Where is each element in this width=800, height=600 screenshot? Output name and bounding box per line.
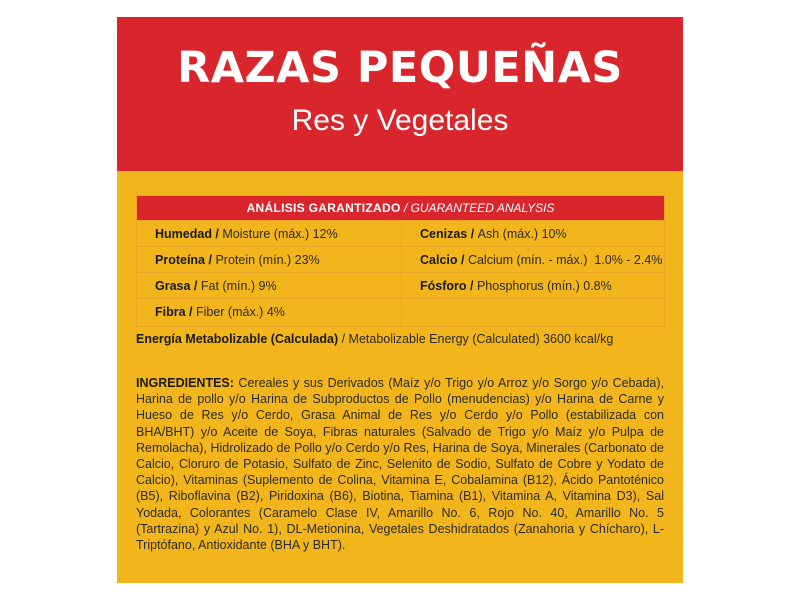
- ingredients-list: [136, 375, 664, 553]
- energy-value: / Metabolizable Energy (Calculated) 3600 kcal/kg: [338, 332, 614, 346]
- ingredients-label: INGREDIENTES:: [136, 376, 234, 390]
- analysis-cell-ash: Cenizas / Ash (máx.) 10%: [420, 227, 567, 241]
- analysis-row: [137, 298, 664, 326]
- analysis-row: [137, 272, 664, 298]
- analysis-cell-protein: Proteína / Protein (mín.) 23%: [155, 253, 320, 267]
- analysis-cell-phosphorus: Fósforo / Phosphorus (mín.) 0.8%: [420, 279, 612, 293]
- metabolizable-energy: [136, 332, 676, 346]
- ingredients-text: Cereales y sus Derivados (Maíz y/o Trigo y/o Arroz y/o Sorgo y/o Cebada), Harina de pollo y/o Harina de Subproductos de Pollo (menudencias) y/o Harina de Carne y Hueso de Res y/o Cerdo, Grasa Animal de Res y/o Cerdo y/o Pollo (estabilizada con BHA/BHT) y/o Aceite de Soya, Fibras naturales (Salvado de Trigo y/o Maíz y/o Pulpa de Remolacha), Hidrolizado de Pollo y/o Cerdo y/o Res, Harina de Soya, Minerales (Carbonato de Calcio, Cloruro de Potasio, Sulfato de Zinc, Selenito de Sodio, Sulfato de Cobre y Yodato de Calcio), Vitaminas (Suplemento de Colina, Vitamina E, Cobalamina (B12), Ácido Pantoténico (B5), Riboflavina (B2), Piridoxina (B6), Biotina, Tiamina (B1), Vitamina A, Vitamina D3), Sal Yodada, Colorantes (Caramelo Clase IV, Amarillo No. 6, Rojo No. 40, Amarillo No. 5 (Tartrazina) y Azul No. 1), DL-Metionina, Vegetales Deshidratados (Zanahoria y Chícharo), L-Triptófano, Antioxidante (BHA y BHT).: [136, 376, 664, 553]
- analysis-row: [137, 246, 664, 272]
- product-title: RAZAS PEQUEÑAS: [177, 43, 623, 93]
- energy-label: Energía Metabolizable (Calculada): [136, 332, 339, 346]
- label-panel: [117, 17, 683, 583]
- analysis-table-header: [137, 196, 664, 220]
- analysis-cell-fat: Grasa / Fat (mín.) 9%: [155, 279, 277, 293]
- analysis-cell-fiber: Fibra / Fiber (máx.) 4%: [155, 305, 285, 319]
- analysis-title: ANÁLISIS GARANTIZADO: [246, 201, 401, 215]
- analysis-cell-calcium: Calcio / Calcium (mín. - máx.) 1.0% - 2.4%: [420, 253, 663, 267]
- product-subtitle: Res y Vegetales: [291, 104, 509, 137]
- header-banner: [117, 17, 683, 171]
- analysis-title-en: / GUARANTEED ANALYSIS: [403, 201, 555, 215]
- analysis-row: [137, 220, 664, 246]
- analysis-cell-moisture: Humedad / Moisture (máx.) 12%: [155, 227, 338, 241]
- guaranteed-analysis-table: [136, 195, 665, 327]
